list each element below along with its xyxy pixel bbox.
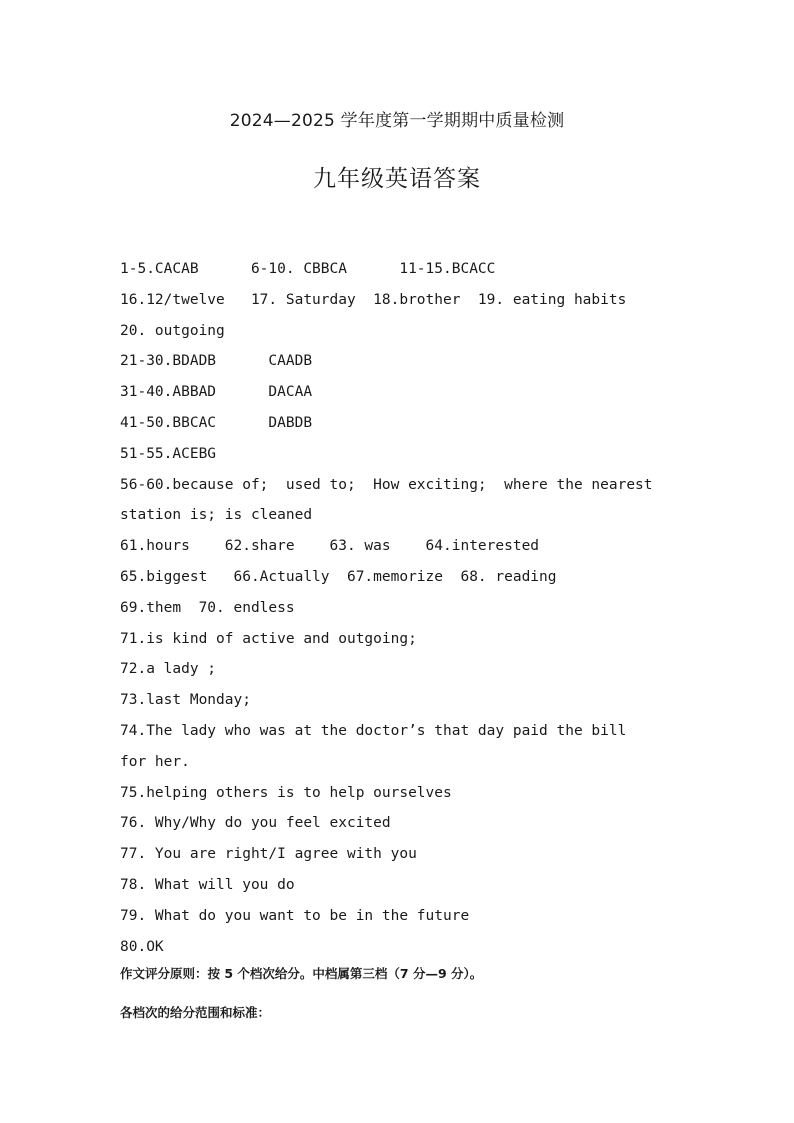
answer-line: 1-5.CACAB 6-10. CBBCA 11-15.BCACC	[120, 261, 496, 277]
document-subtitle: 九年级英语答案	[313, 166, 481, 192]
answer-line: station is; is cleaned	[120, 507, 313, 524]
answer-line: 75.helping others is to help ourselves	[120, 784, 452, 801]
answer-line: 41-50.BBCAC DABDB	[120, 414, 313, 431]
answer-line: 74.The lady who was at the doctor’s that day paid the bill	[120, 722, 627, 739]
answer-line: 73.last Monday;	[120, 692, 251, 709]
answer-line: 71.is kind of active and outgoing;	[120, 630, 417, 647]
document-title: 2024—2025 学年度第一学期期中质量检测	[229, 111, 565, 131]
answer-line: 69.them 70. endless	[120, 599, 295, 616]
answer-line: 77. You are right/I agree with you	[120, 846, 417, 863]
answer-line: 21-30.BDADB CAADB	[120, 353, 313, 370]
answer-list	[120, 254, 700, 962]
answer-line: 51-55.ACEBG	[120, 445, 217, 462]
answer-line: 16.12/twelve 17. Saturday 18.brother 19. eating habits	[120, 291, 627, 308]
answer-line: 20. outgoing	[120, 322, 225, 339]
answer-line: 65.biggest 66.Actually 67.memorize 68. reading	[120, 568, 557, 585]
writing-scoring-principle: 作文评分原则：按 5 个档次给分。中档属第三档（7 分—9 分）。	[120, 966, 483, 981]
answer-line: 31-40.ABBAD DACAA	[120, 384, 313, 401]
answer-line: 79. What do you want to be in the future	[120, 907, 470, 924]
answer-line: 80.OK	[120, 938, 164, 955]
grade-range-heading: 各档次的给分范围和标准：	[120, 1005, 271, 1020]
answer-line: 61.hours 62.share 63. was 64.interested	[120, 538, 540, 555]
answer-line: 78. What will you do	[120, 876, 295, 893]
answer-line: 76. Why/Why do you feel excited	[120, 815, 391, 832]
answer-line: 56-60.because of; used to; How exciting; where the nearest	[120, 476, 653, 493]
answer-line: 72.a lady ;	[120, 661, 217, 678]
answer-line: for her.	[120, 753, 190, 770]
